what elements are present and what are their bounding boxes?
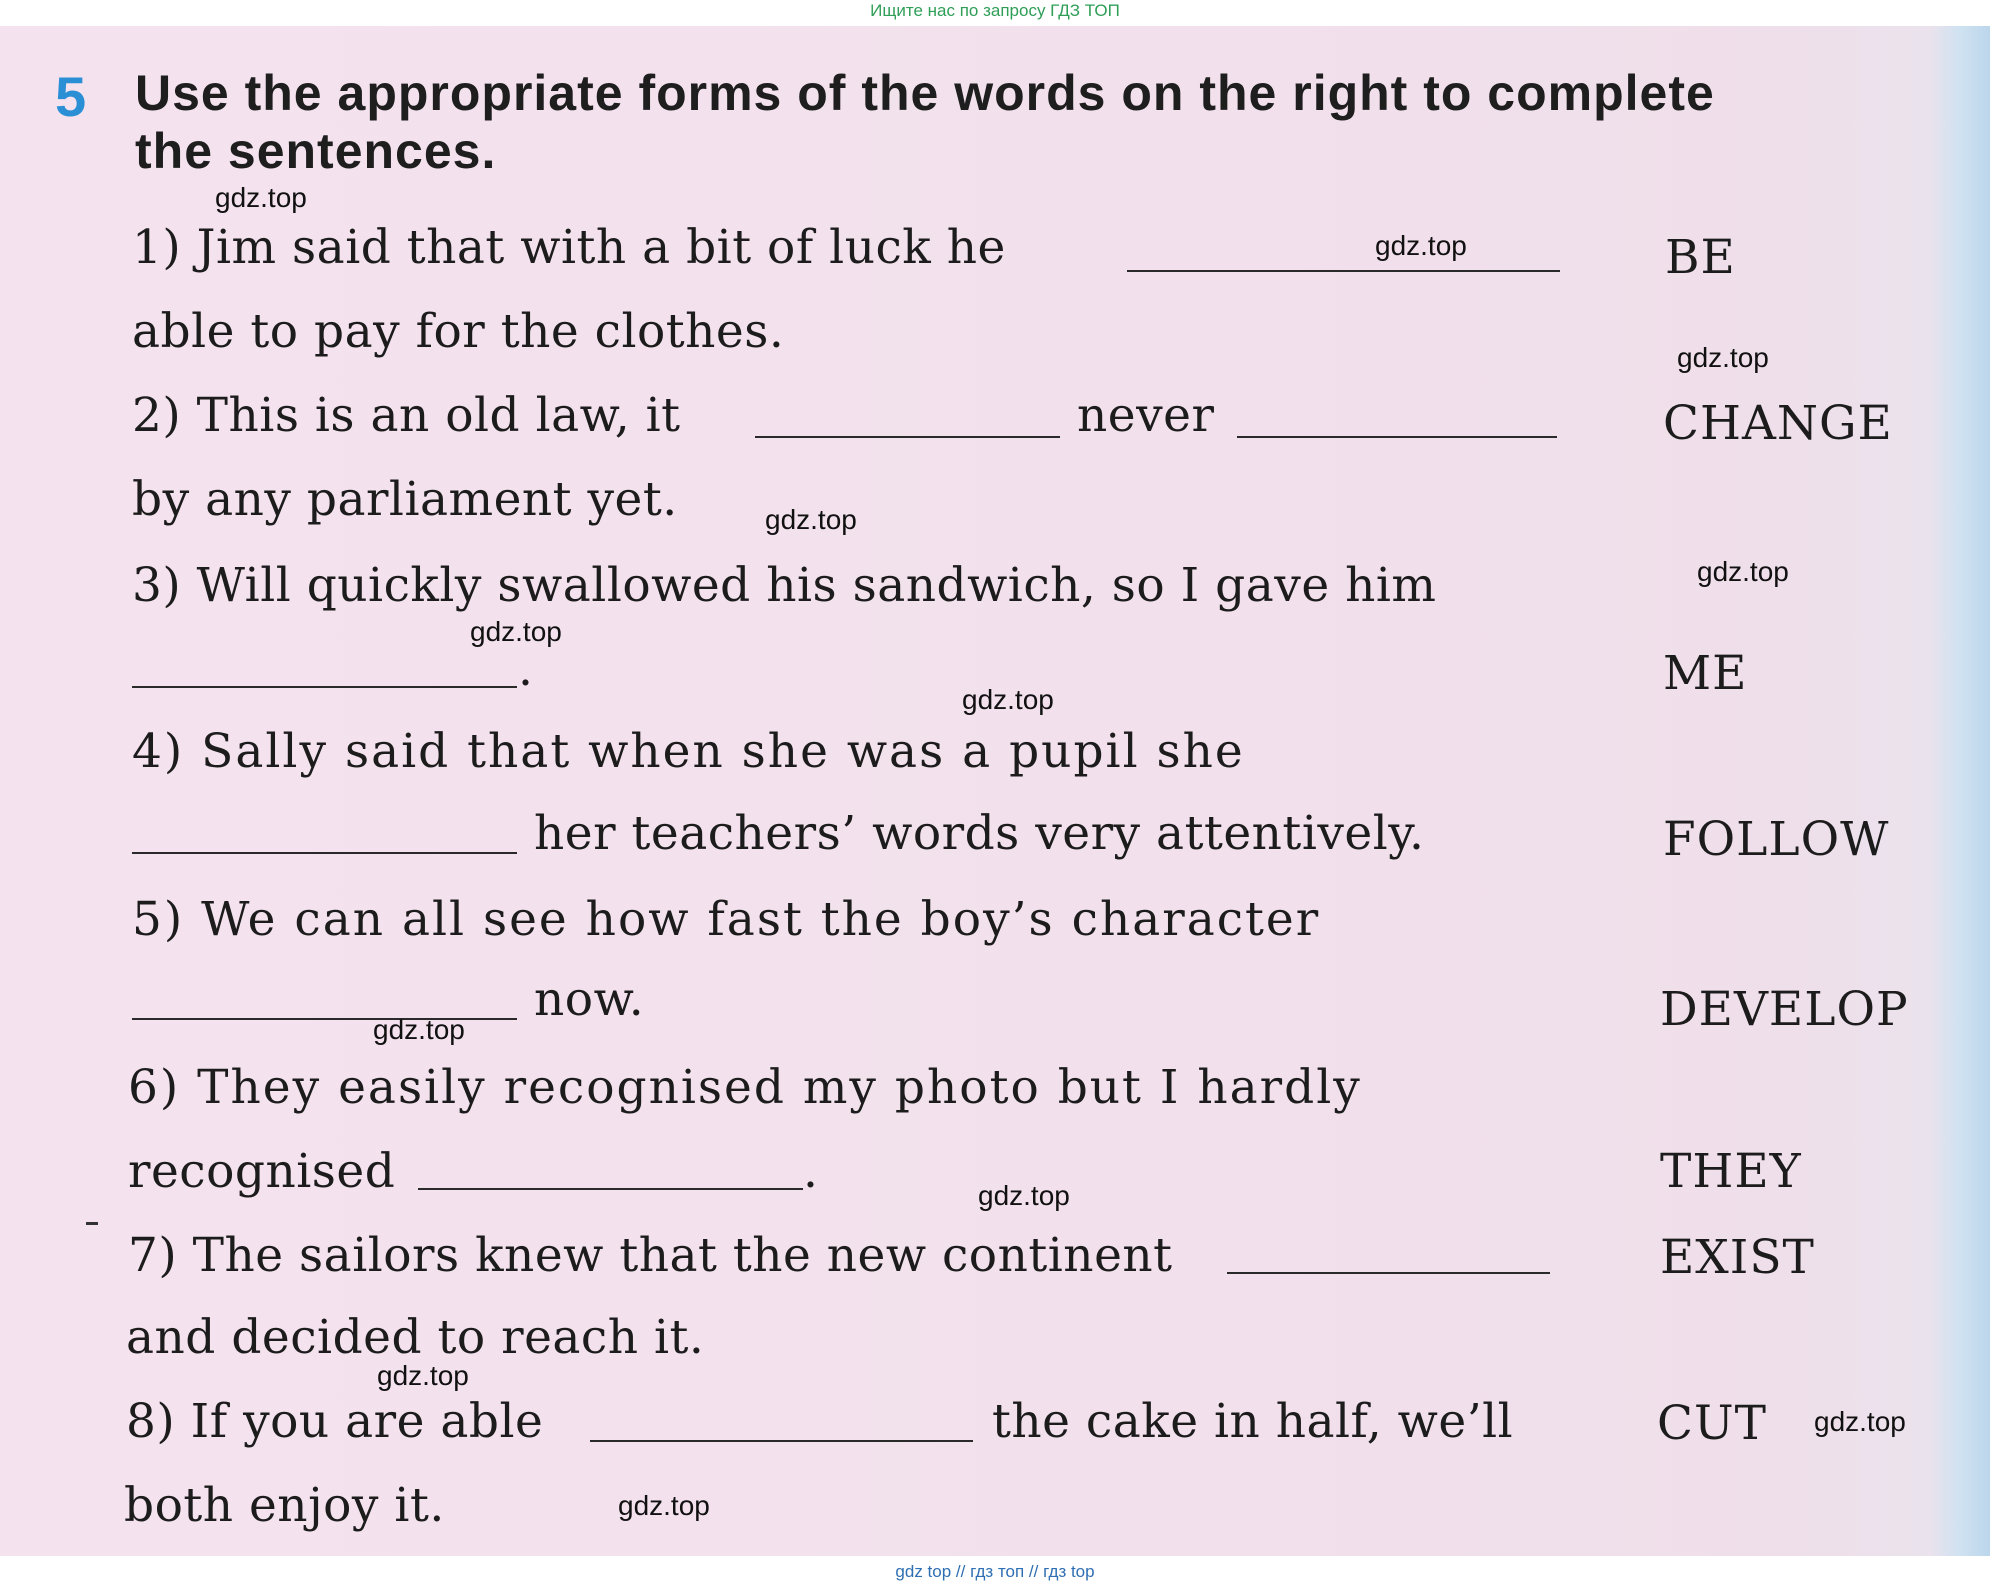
sentence-2-blank-2[interactable] xyxy=(1237,436,1557,438)
watermark: gdz.top xyxy=(962,684,1054,715)
sentence-3-line-2: . xyxy=(518,642,534,697)
sentence-6-line-1: 6) They easily recognised my photo but I hardly xyxy=(128,1060,1362,1115)
sentence-2-blank-1[interactable] xyxy=(755,436,1060,438)
word-me: ME xyxy=(1663,646,1748,701)
watermark: gdz.top xyxy=(215,182,307,213)
word-they: THEY xyxy=(1660,1144,1802,1199)
margin-dash xyxy=(86,1222,98,1225)
sentence-4-line-2: her teachers’ words very attentively. xyxy=(534,806,1425,861)
sentence-1-line-1: 1) Jim said that with a bit of luck he xyxy=(132,220,1006,275)
word-change: CHANGE xyxy=(1663,396,1893,451)
sentence-6-line-2b: . xyxy=(803,1144,819,1199)
sentence-8-blank[interactable] xyxy=(590,1440,973,1442)
top-banner[interactable]: Ищите нас по запросу ГДЗ ТОП xyxy=(870,1,1120,20)
sentence-1-blank[interactable] xyxy=(1127,270,1560,272)
sentence-6-blank[interactable] xyxy=(418,1188,803,1190)
sentence-3-line-1: 3) Will quickly swallowed his sandwich, so I gave him xyxy=(132,558,1437,613)
sentence-7-line-1: 7) The sailors knew that the new continent xyxy=(128,1228,1173,1283)
sentence-7-line-2: and decided to reach it. xyxy=(126,1310,705,1365)
sentence-2-line-1b: never xyxy=(1077,388,1215,443)
watermark: gdz.top xyxy=(377,1360,469,1391)
page-edge-shadow xyxy=(1930,26,1990,1556)
watermark: gdz.top xyxy=(1697,556,1789,587)
sentence-5-line-2: now. xyxy=(534,972,645,1027)
sentence-2-line-2: by any parliament yet. xyxy=(132,472,678,527)
exercise-number: 5 xyxy=(55,65,87,128)
sentence-5-line-1: 5) We can all see how fast the boy’s character xyxy=(132,892,1321,947)
sentence-2-line-1a: 2) This is an old law, it xyxy=(132,388,681,443)
word-be: BE xyxy=(1665,230,1736,285)
watermark: gdz.top xyxy=(978,1180,1070,1211)
word-follow: FOLLOW xyxy=(1663,812,1890,867)
sentence-7-blank[interactable] xyxy=(1227,1272,1550,1274)
watermark: gdz.top xyxy=(765,504,857,535)
instruction-line-2: the sentences. xyxy=(135,123,497,179)
sentence-8-line-2: both enjoy it. xyxy=(124,1478,445,1533)
watermark: gdz.top xyxy=(1375,230,1467,261)
sentence-4-blank[interactable] xyxy=(132,852,517,854)
exercise-instruction xyxy=(135,64,1985,180)
watermark: gdz.top xyxy=(373,1014,465,1045)
instruction-line-1: Use the appropriate forms of the words on the right to complete xyxy=(135,65,1715,121)
textbook-page xyxy=(0,26,1990,1556)
word-exist: EXIST xyxy=(1660,1230,1815,1285)
sentence-4-line-1: 4) Sally said that when she was a pupil she xyxy=(132,724,1245,779)
bottom-banner[interactable]: gdz top // гдз топ // гдз top xyxy=(895,1562,1095,1581)
word-cut: CUT xyxy=(1657,1396,1767,1451)
watermark: gdz.top xyxy=(618,1490,710,1521)
watermark: gdz.top xyxy=(1677,342,1769,373)
sentence-1-line-2: able to pay for the clothes. xyxy=(132,304,785,359)
sentence-6-line-2a: recognised xyxy=(128,1144,396,1199)
sentence-3-blank[interactable] xyxy=(132,686,517,688)
word-develop: DEVELOP xyxy=(1660,982,1909,1037)
watermark: gdz.top xyxy=(470,616,562,647)
watermark: gdz.top xyxy=(1814,1406,1906,1437)
sentence-8-line-1a: 8) If you are able xyxy=(126,1394,544,1449)
sentence-8-line-1b: the cake in half, we’ll xyxy=(992,1394,1514,1449)
